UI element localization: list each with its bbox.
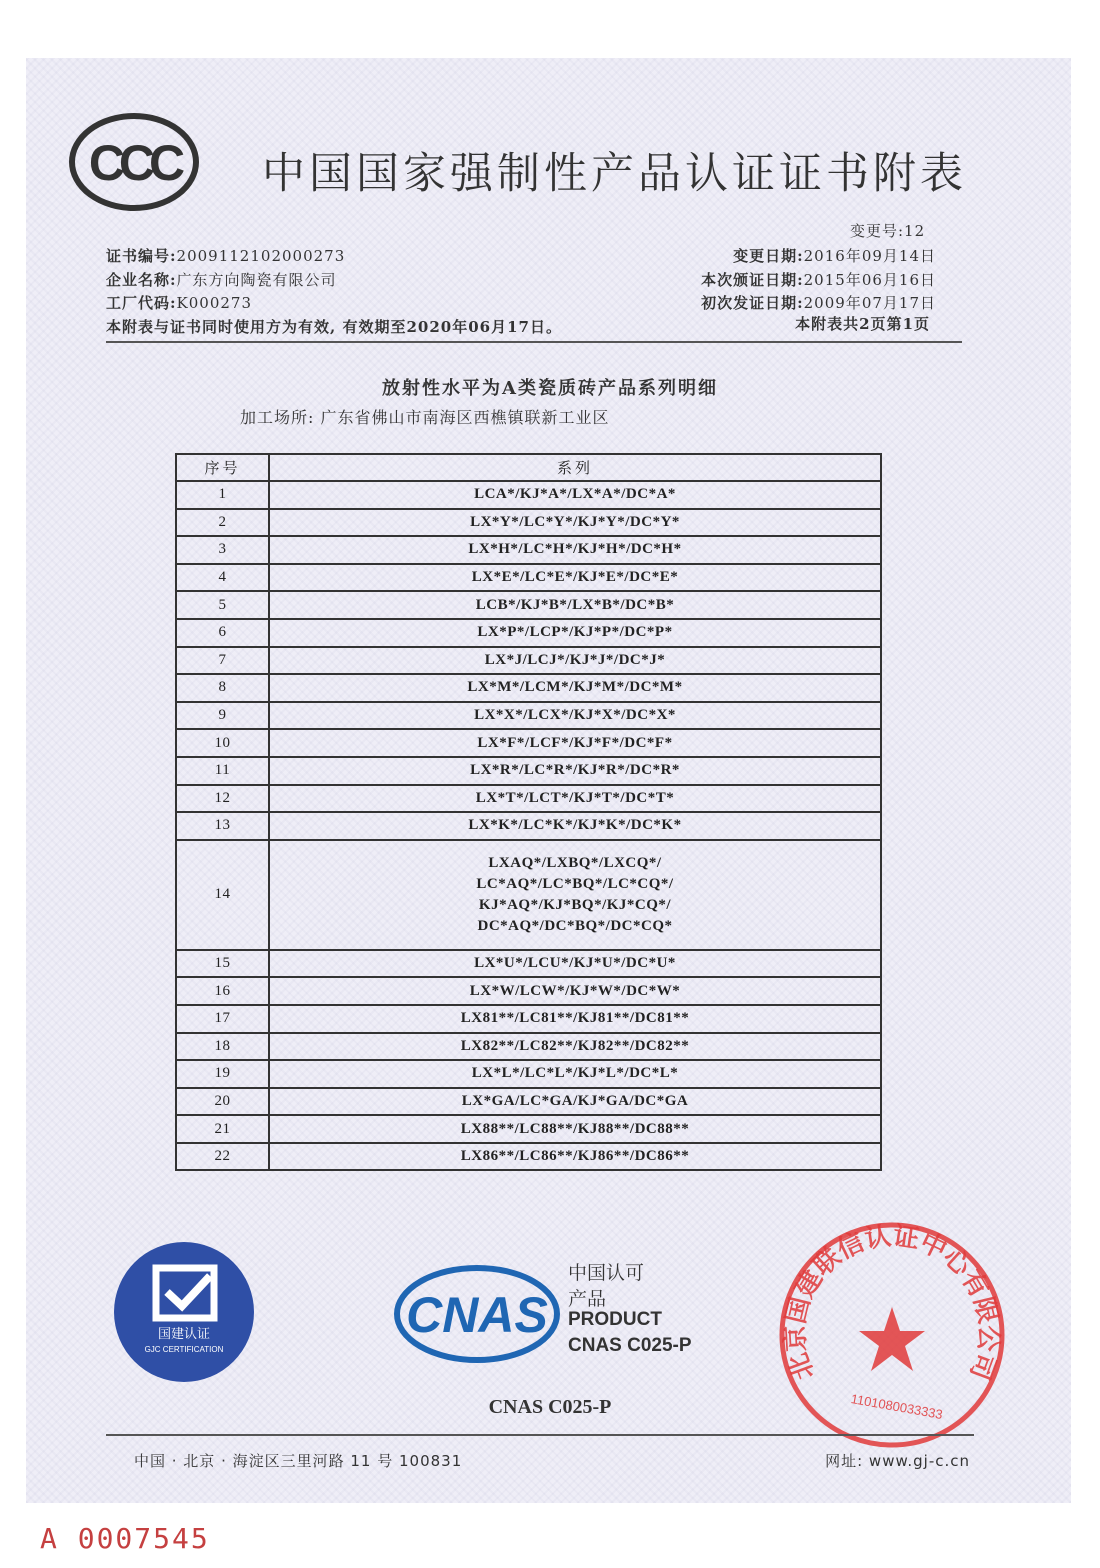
series-cell: LCA*/KJ*A*/LX*A*/DC*A* [269,481,881,509]
series-cell: LX88**/LC88**/KJ88**/DC88** [269,1115,881,1143]
table-row [176,1143,881,1171]
row-number: 6 [176,619,269,647]
table-row [176,757,881,785]
reissue-date: 2015年06月16日 [803,271,936,289]
cnas-caption: CNAS C025-P [488,1396,612,1418]
table-row [176,564,881,592]
cert-number-row [106,245,345,266]
row-number: 7 [176,647,269,675]
row-number: 22 [176,1143,269,1171]
table-row [176,840,881,950]
factory-code: K000273 [176,294,253,312]
seal-code: 1101080033333 [849,1391,944,1423]
series-cell: LX86**/LC86**/KJ86**/DC86** [269,1143,881,1171]
row-number: 1 [176,481,269,509]
series-cell: LX*GA/LC*GA/KJ*GA/DC*GA [269,1088,881,1116]
series-cell: LX*K*/LC*K*/KJ*K*/DC*K* [269,812,881,840]
series-line: LXAQ*/LXBQ*/LXCQ*/ [488,854,662,871]
gjc-logo-cn: 国建认证 [157,1327,211,1342]
series-cell: LX81**/LC81**/KJ81**/DC81** [269,1005,881,1033]
serial-number: A 0007545 [40,1522,210,1555]
cnas-logo [392,1262,562,1366]
table-row [176,812,881,840]
table-row [176,729,881,757]
page-title: 中国国家强制性产品认证证书附表 [262,149,967,199]
series-cell: LX*E*/LC*E*/KJ*E*/DC*E* [269,564,881,592]
first-issue-row [701,292,936,313]
col-header-no: 序号 [176,454,269,481]
footer-divider [106,1434,974,1436]
page-info: 本附表共2页第1页 [795,315,930,333]
table-row [176,1005,881,1033]
factory-label: 工厂代码: [106,294,177,312]
change-number: 变更号:12 [850,222,926,240]
row-number: 5 [176,591,269,619]
table-row [176,619,881,647]
company-name: 广东方向陶瓷有限公司 [176,271,337,289]
star-icon [859,1307,925,1371]
row-number: 13 [176,812,269,840]
row-number: 21 [176,1115,269,1143]
cert-number-label: 证书编号: [106,247,177,265]
row-number: 9 [176,702,269,730]
table-row [176,536,881,564]
series-cell: LX*R*/LC*R*/KJ*R*/DC*R* [269,757,881,785]
table-row [176,591,881,619]
cnas-line4: CNAS C025-P [568,1335,692,1356]
row-number: 15 [176,950,269,978]
series-cell: LX*J/LCJ*/KJ*J*/DC*J* [269,647,881,675]
validity-note: 本附表与证书同时使用方为有效, 有效期至2020年06月17日。 [106,318,562,336]
series-cell: LX*L*/LC*L*/KJ*L*/DC*L* [269,1060,881,1088]
series-cell: LX*H*/LC*H*/KJ*H*/DC*H* [269,536,881,564]
table-row [176,509,881,537]
header-divider [106,341,962,343]
row-number: 4 [176,564,269,592]
table-row [176,977,881,1005]
row-number: 14 [176,840,269,950]
table-row [176,1060,881,1088]
reissue-date-label: 本次颁证日期: [701,271,804,289]
series-cell: LX*M*/LCM*/KJ*M*/DC*M* [269,674,881,702]
gjc-logo-en: GJC CERTIFICATION [144,1345,224,1354]
factory-row [106,292,252,313]
seal-org-text: 北京国建联信认证中心有限公司 [780,1221,1004,1384]
row-number: 3 [176,536,269,564]
official-seal [772,1215,1012,1455]
cnas-line3: PRODUCT [568,1309,662,1330]
company-row [106,269,337,290]
row-number: 16 [176,977,269,1005]
change-date-label: 变更日期: [733,247,804,265]
row-number: 2 [176,509,269,537]
table-row [176,1115,881,1143]
series-cell: LX*U*/LCU*/KJ*U*/DC*U* [269,950,881,978]
table-row [176,1088,881,1116]
series-cell: LX*F*/LCF*/KJ*F*/DC*F* [269,729,881,757]
footer-website: 网址: www.gj-c.cn [825,1452,970,1470]
series-cell: LCB*/KJ*B*/LX*B*/DC*B* [269,591,881,619]
series-cell: LX82**/LC82**/KJ82**/DC82** [269,1033,881,1061]
table-body [176,481,881,1170]
row-number: 12 [176,785,269,813]
ccc-logo-text: CCC [88,135,180,191]
series-cell: LX*Y*/LC*Y*/KJ*Y*/DC*Y* [269,509,881,537]
series-line: LC*AQ*/LC*BQ*/LC*CQ*/ [476,875,674,892]
section-title: 放射性水平为A类瓷质砖产品系列明细 [382,378,718,399]
row-number: 11 [176,757,269,785]
table-row [176,1033,881,1061]
company-label: 企业名称: [106,271,177,289]
table-row [176,702,881,730]
row-number: 10 [176,729,269,757]
gjc-certification-logo [112,1240,256,1384]
row-number: 8 [176,674,269,702]
series-cell: LX*W/LCW*/KJ*W*/DC*W* [269,977,881,1005]
table-row [176,647,881,675]
row-number: 17 [176,1005,269,1033]
series-table [175,453,882,1171]
cnas-logo-text: CNAS [406,1287,548,1343]
change-date-row [733,245,936,266]
series-line: DC*AQ*/DC*BQ*/DC*CQ* [477,917,673,934]
series-line: KJ*AQ*/KJ*BQ*/KJ*CQ*/ [478,896,672,913]
series-cell: LX*T*/LCT*/KJ*T*/DC*T* [269,785,881,813]
row-number: 20 [176,1088,269,1116]
series-cell: LX*X*/LCX*/KJ*X*/DC*X* [269,702,881,730]
row-number: 19 [176,1060,269,1088]
table-row [176,785,881,813]
cert-number: 2009112102000273 [176,247,346,265]
reissue-date-row [701,269,936,290]
first-issue-label: 初次发证日期: [701,294,804,312]
series-cell: LX*P*/LCP*/KJ*P*/DC*P* [269,619,881,647]
table-header-row [176,454,881,481]
table-row [176,481,881,509]
cnas-line1: 中国认可 [568,1262,645,1284]
table-row [176,674,881,702]
series-cell [269,840,881,950]
process-site: 加工场所: 广东省佛山市南海区西樵镇联新工业区 [240,408,610,427]
change-date: 2016年09月14日 [803,247,936,265]
ccc-logo [68,112,200,212]
first-issue-date: 2009年07月17日 [803,294,936,312]
row-number: 18 [176,1033,269,1061]
footer-address: 中国 · 北京 · 海淀区三里河路 11 号 100831 [134,1452,463,1470]
table-row [176,950,881,978]
col-header-series: 系列 [269,454,881,481]
cnas-line2: 产品 [568,1288,607,1310]
